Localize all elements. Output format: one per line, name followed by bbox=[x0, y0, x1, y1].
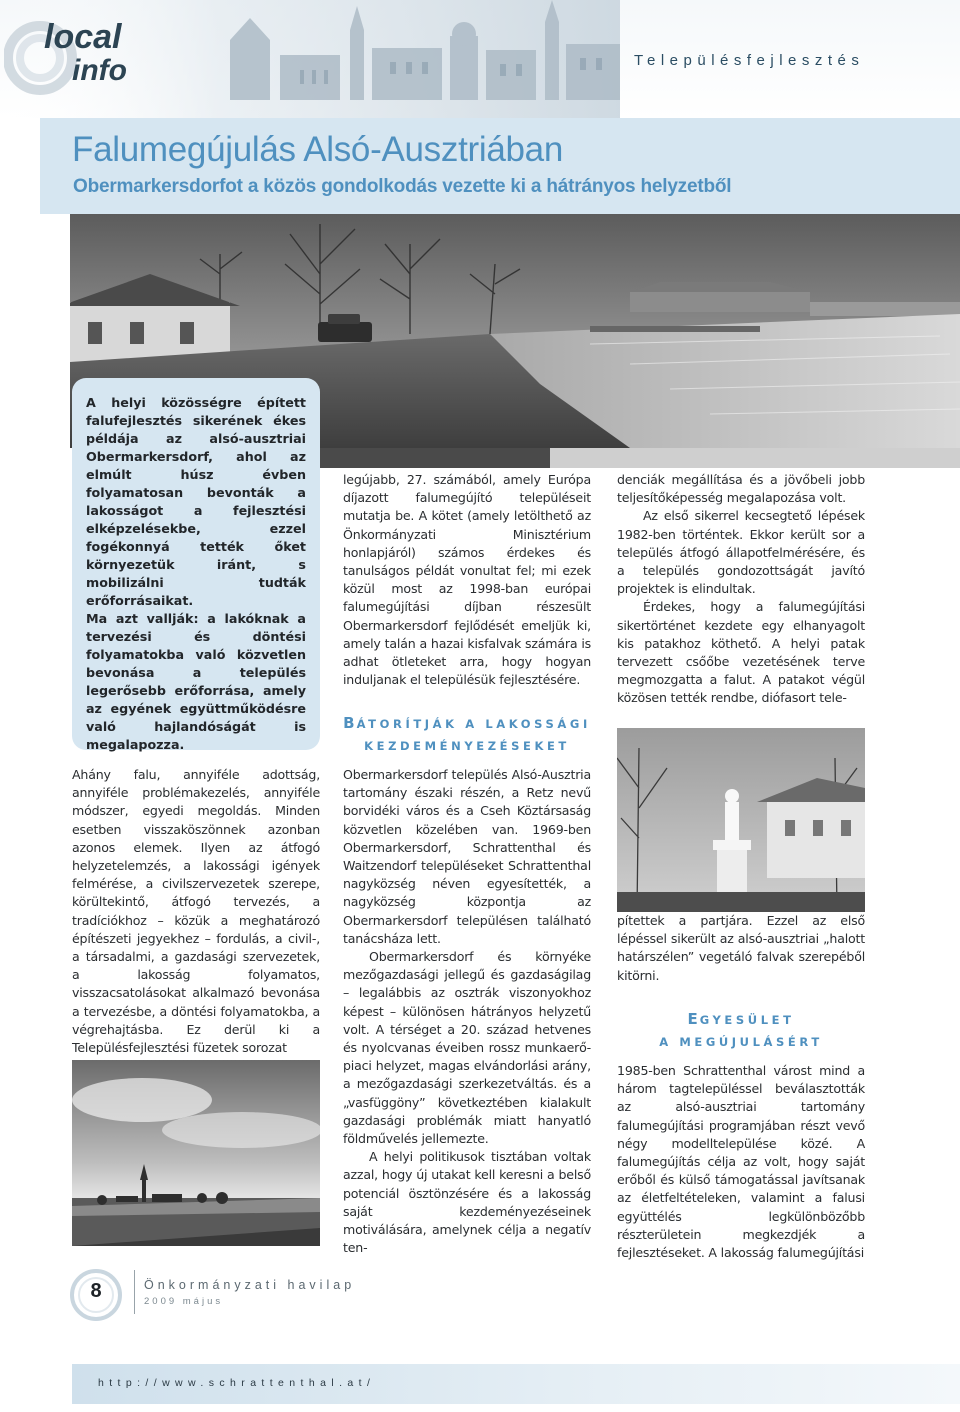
lead-paragraph bbox=[86, 394, 306, 754]
section-label: Településfejlesztés bbox=[634, 52, 865, 69]
body-paragraph: Érdekes, hogy a falumegújítási sikertörténet kezdete egy elhanyagolt kis patakhoz köthető. A helyi patak tervezett csőőbe vezetésének terve megmozgatta a falut. A patakot végül közösen tették rendbe, diófasort tele- bbox=[617, 599, 865, 706]
issue-date: 2009 május bbox=[144, 1296, 224, 1307]
heading-text: GYESÜLET bbox=[699, 1013, 795, 1027]
heading-text: ÁTORÍTJÁK A LAKOSSÁGI bbox=[356, 717, 591, 731]
section-heading-1 bbox=[343, 712, 591, 757]
column-1 bbox=[72, 766, 320, 1057]
logo-word-info: info bbox=[72, 54, 127, 87]
village-landscape-photo bbox=[72, 1060, 320, 1246]
body-paragraph: 1985-ben Schrattenthal várost mind a három tagtelepüléssel beválasztották az alsó-ausztriai tartomány falumegújítási programjában részt vevő négy modelltelepülése közé. A falumegújítás célja az volt, hogy saját erőből és külső támogatással javítsanak az életfeltételeken, valamint a falusi együttélés legkülönbözőbb részterületein megkezdjék a fejlesztéseket. A lakosság falumegújítási bbox=[617, 1063, 865, 1261]
village-lake-photo-edge bbox=[320, 448, 960, 468]
lead-paragraph-2: Ma azt vallják: a lakóknak a tervezési és döntési folyamatokba való közvetlen bevonása a település legerősebb erőforrása, amely az egyének együttműködésre való hajlandóságát is megalapozza. bbox=[86, 611, 306, 752]
heading-initial: E bbox=[687, 1010, 700, 1028]
article-title: Falumegújulás Alsó-Ausztriában bbox=[72, 130, 563, 169]
column-2-bottom bbox=[343, 766, 591, 1257]
magazine-name: Önkormányzati havilap bbox=[144, 1278, 356, 1292]
body-paragraph: Az első sikerrel kecsegtető lépések 1982-ben történtek. Ekkor került sor a település átfogó állapotfelmérésére, és a település gondozottságát javító projektek is elindultak. bbox=[617, 508, 865, 597]
column-3-top bbox=[617, 471, 865, 708]
column-3-middle bbox=[617, 912, 865, 985]
statue-photo bbox=[617, 728, 865, 912]
website-link[interactable]: http://www.schrattenthal.at/ bbox=[98, 1377, 376, 1389]
local-info-logo bbox=[4, 8, 174, 98]
logo-word-local: local bbox=[44, 18, 122, 56]
section-heading-2 bbox=[617, 1008, 865, 1053]
body-paragraph: legújabb, 27. számából, amely Európa díjazott falumegújító településeit mutatja be. A kötet (amely letölthető az Önkormányzati Minisztérium honlapjáról) számos érdekes és tanulságos példát vonultat fel; mi ezek közül most az 1998-ban európai falumegújítási díjban részesült Obermarkersdorf fejlődését emeljük ki, amely talán a hazai kisfalvak számára is adhat ötleteket arra, hogy hogyan induljanak el településük fejlesztésére. bbox=[343, 472, 591, 688]
column-3-bottom bbox=[617, 1062, 865, 1262]
body-paragraph: denciák megállítása és a jövőbeli jobb teljesítőképesség megalapozása volt. bbox=[617, 472, 865, 506]
body-paragraph: Obermarkersdorf és környéke mezőgazdasági jellegű és gazdaságilag – legalábbis az osztrák viszonyokhoz képest – különösen hátrányos helyzetű volt. A térséget a 20. század hetvenes és nyolcvanas éveiben rossz munkaerő-piaci helyzet, magas elvándorlási arány, a mezőgazdasági szerkezetváltás. és a „vasfüggöny” következtében kialakult gazdasági problémák miatt hanyatló földművelés jellemezte. bbox=[343, 949, 591, 1147]
heading-line-2: KEZDEMÉNYEZÉSEKET bbox=[364, 739, 570, 753]
body-paragraph: Obermarkersdorf település Alsó-Ausztria tartomány északi részén, a Retz nevű borvidéki város és a Cseh Köztársaság közvetlen közelében van. 1969-ben Obermarkersdorf, Schrattenthal és Waitzendorf településeket Schrattenthal nagyközség néven egyesítették, a nagyközség központja az Obermarkersdorf településen található tanácsháza lett. bbox=[343, 767, 591, 946]
body-paragraph: A helyi politikusok tisztában voltak azzal, hogy új utakat kell keresni a belső potenciál ösztönzésére és a lakosság saját kezdeményezéseinek motiválására, amelynek célja a negatív ten- bbox=[343, 1149, 591, 1256]
body-paragraph: Ahány falu, annyiféle adottság, annyiféle problémakezelés, annyiféle módszer, egyedi megoldás. Minden esetben visszaköszönnek azonban azonos elemek. Ilyen az átfogó helyzetelemzés, a lakossági igények felmérése, a civilszervezetek szerepe, körültekintő, átfogó tervezés, a tradíciókhoz – közük a meghatározó építészeti jegyekhez – fordulás, a civil-, a társadalmi, a gazdasági szervezetek, a lakosság folyamatos, visszacsatolásokat alkalmazó bevonása a tervezésbe, a döntési folyamatokba, a végrehajtásba. Ez derül ki a Településfejlesztési füzetek sorozat bbox=[72, 767, 320, 1056]
heading-line-2: A MEGÚJULÁSÉRT bbox=[659, 1035, 823, 1049]
column-2-top bbox=[343, 471, 591, 689]
heading-initial: B bbox=[343, 714, 357, 732]
article-subtitle: Obermarkersdorfot a közös gondolkodás vezette ki a hátrányos helyzetből bbox=[73, 176, 732, 197]
lead-paragraph-1: A helyi közösségre épített falufejlesztés sikerének ékes példája az alsó-ausztriai Obermarkersdorf, ahol az elmúlt húsz évben folyamatosan bevonták a lakosságot a fejlesztési elképzelésekbe, ezzel fogékonnyá tették őket környezetük iránt, s mobilizálni tudták erőforrásaikat. bbox=[86, 395, 306, 608]
body-paragraph: pítettek a partjára. Ezzel az első lépéssel sikerült az alsó-ausztriai „halott határszélen” vegetáló falvak szerepéből kitörni. bbox=[617, 913, 865, 983]
page-number: 8 bbox=[90, 1280, 102, 1302]
footer-divider bbox=[134, 1270, 135, 1314]
